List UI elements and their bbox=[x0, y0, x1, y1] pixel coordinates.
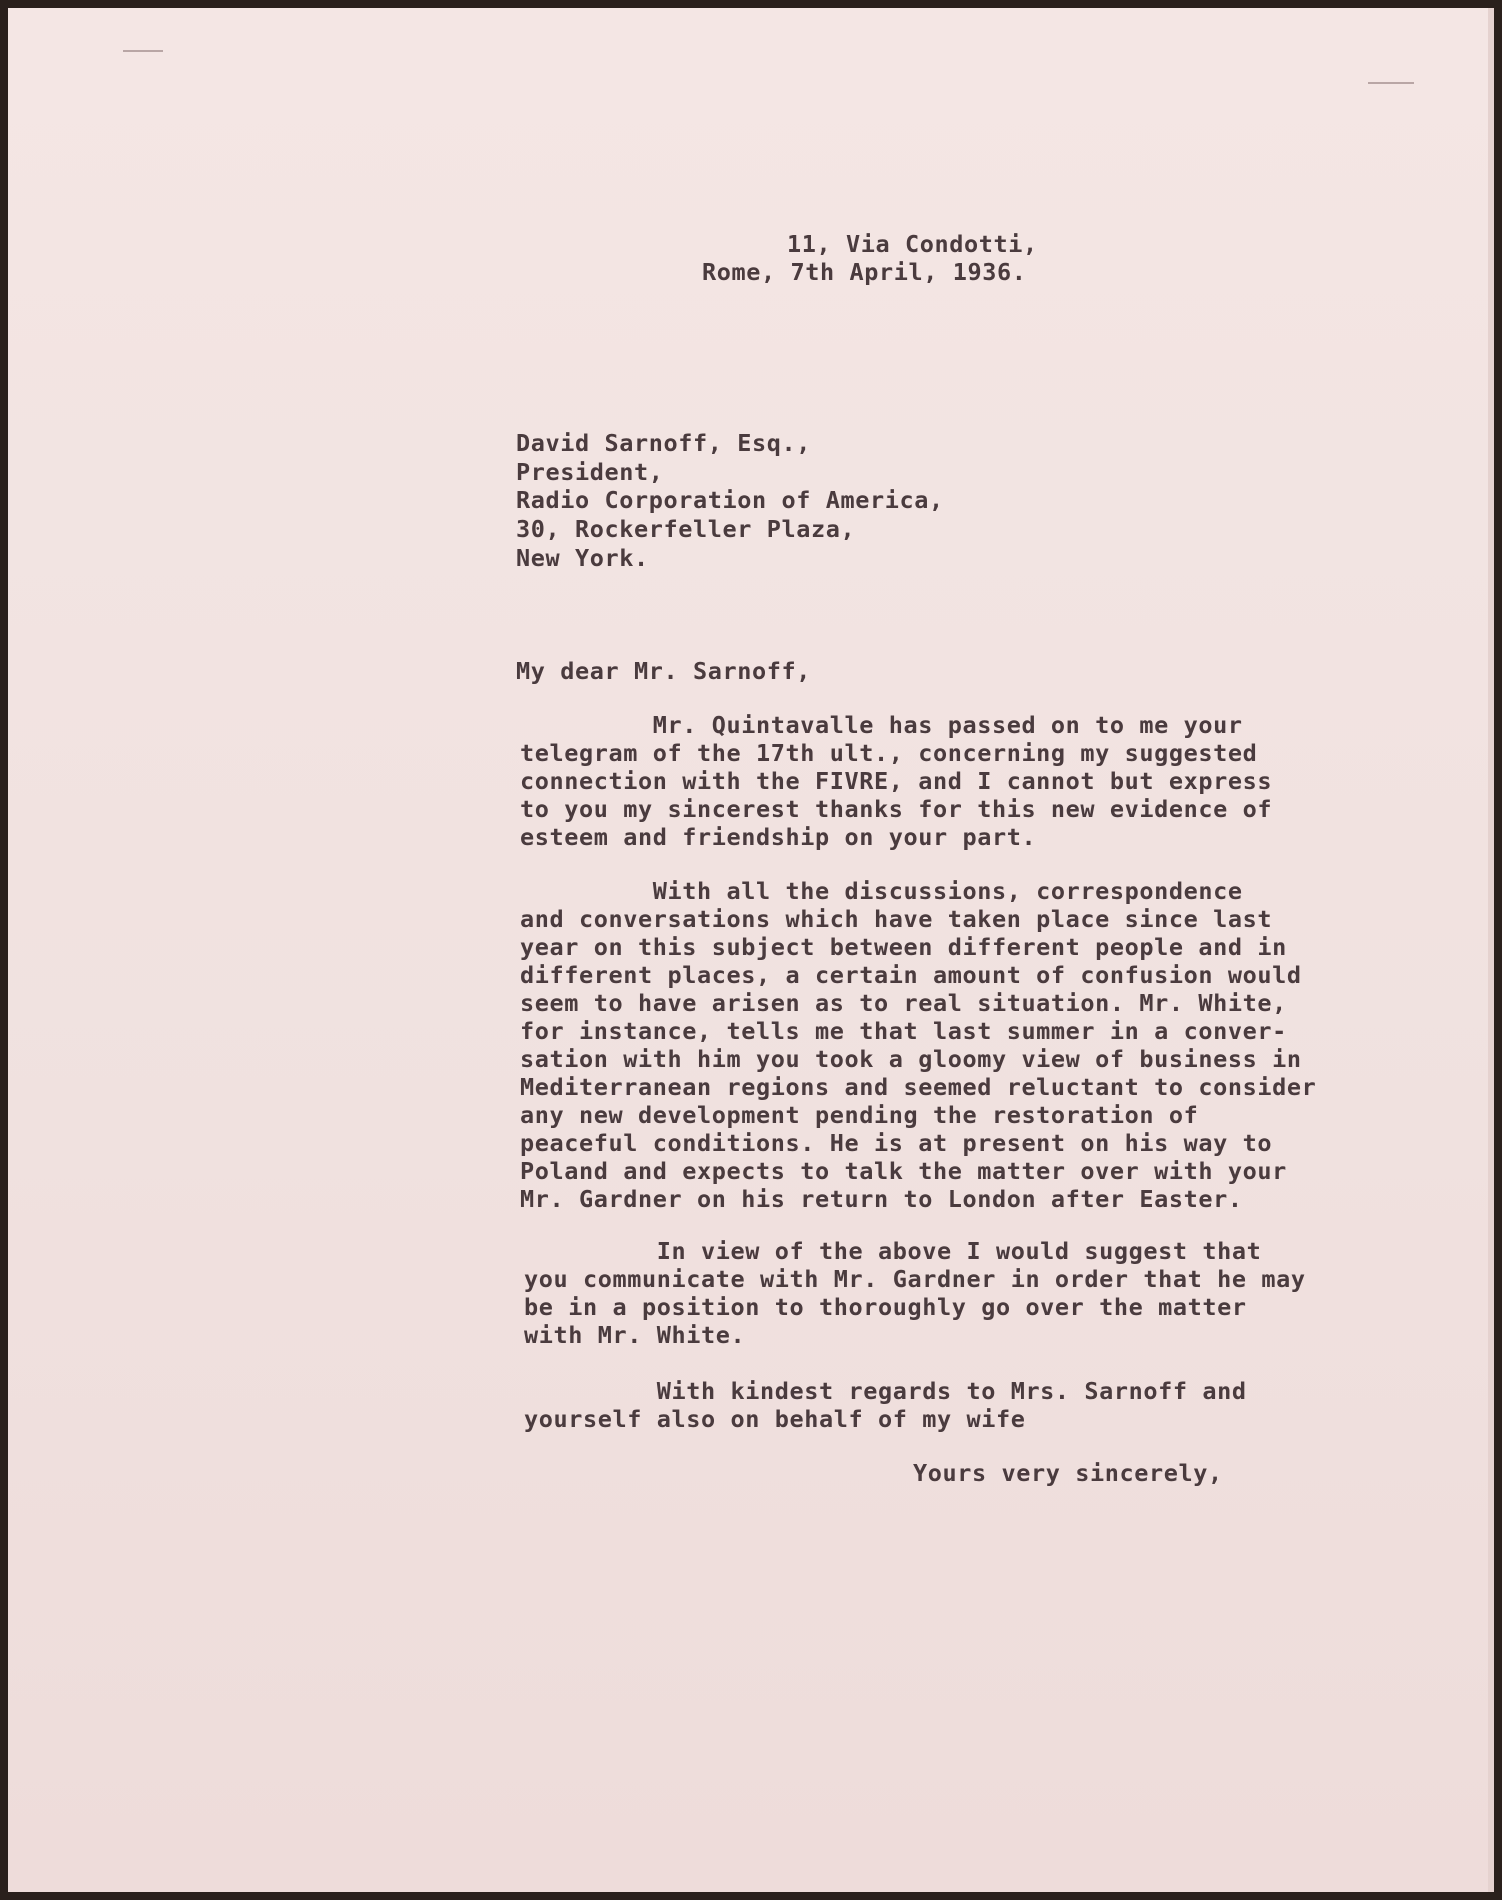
body-line: Mr. Quintavalle has passed on to me your bbox=[520, 711, 1243, 739]
body-line: be in a position to thoroughly go over the matter bbox=[524, 1293, 1247, 1321]
recipient-line: President, bbox=[516, 458, 664, 486]
body-line: different places, a certain amount of confusion would bbox=[520, 961, 1302, 989]
letter-page bbox=[8, 8, 1494, 1892]
body-line: and conversations which have taken place since last bbox=[520, 905, 1273, 933]
body-line: peaceful conditions. He is at present on his way to bbox=[520, 1129, 1273, 1157]
recipient-line: 30, Rockerfeller Plaza, bbox=[516, 515, 856, 543]
salutation: My dear Mr. Sarnoff, bbox=[516, 657, 811, 685]
body-line: With kindest regards to Mrs. Sarnoff and bbox=[524, 1377, 1247, 1405]
recipient-line: Radio Corporation of America, bbox=[516, 486, 944, 514]
body-line: yourself also on behalf of my wife bbox=[524, 1405, 1026, 1433]
body-line: Poland and expects to talk the matter over with your bbox=[520, 1157, 1287, 1185]
margin-mark bbox=[1368, 82, 1414, 84]
closing: Yours very sincerely, bbox=[913, 1459, 1223, 1487]
recipient-line: David Sarnoff, Esq., bbox=[516, 429, 811, 457]
body-line: year on this subject between different people and in bbox=[520, 933, 1287, 961]
sender-address-line1: 11, Via Condotti, bbox=[787, 230, 1038, 258]
body-line: Mr. Gardner on his return to London after Easter. bbox=[520, 1185, 1243, 1213]
body-line: telegram of the 17th ult., concerning my suggested bbox=[520, 739, 1258, 767]
body-line: sation with him you took a gloomy view of business in bbox=[520, 1045, 1302, 1073]
body-line: Mediterranean regions and seemed reluctant to consider bbox=[520, 1073, 1317, 1101]
body-line: any new development pending the restoration of bbox=[520, 1101, 1199, 1129]
body-line: seem to have arisen as to real situation. Mr. White, bbox=[520, 989, 1287, 1017]
sender-date-line: Rome, 7th April, 1936. bbox=[702, 258, 1027, 286]
body-line: With all the discussions, correspondence bbox=[520, 877, 1243, 905]
page-edge bbox=[1488, 8, 1494, 1892]
body-line: to you my sincerest thanks for this new evidence of bbox=[520, 795, 1273, 823]
body-line: you communicate with Mr. Gardner in order that he may bbox=[524, 1265, 1306, 1293]
body-line: with Mr. White. bbox=[524, 1321, 746, 1349]
body-line: for instance, tells me that last summer in a conver- bbox=[520, 1017, 1287, 1045]
body-line: connection with the FIVRE, and I cannot but express bbox=[520, 767, 1273, 795]
margin-mark bbox=[123, 50, 163, 52]
body-line: In view of the above I would suggest that bbox=[524, 1237, 1262, 1265]
recipient-line: New York. bbox=[516, 544, 649, 572]
body-line: esteem and friendship on your part. bbox=[520, 823, 1037, 851]
